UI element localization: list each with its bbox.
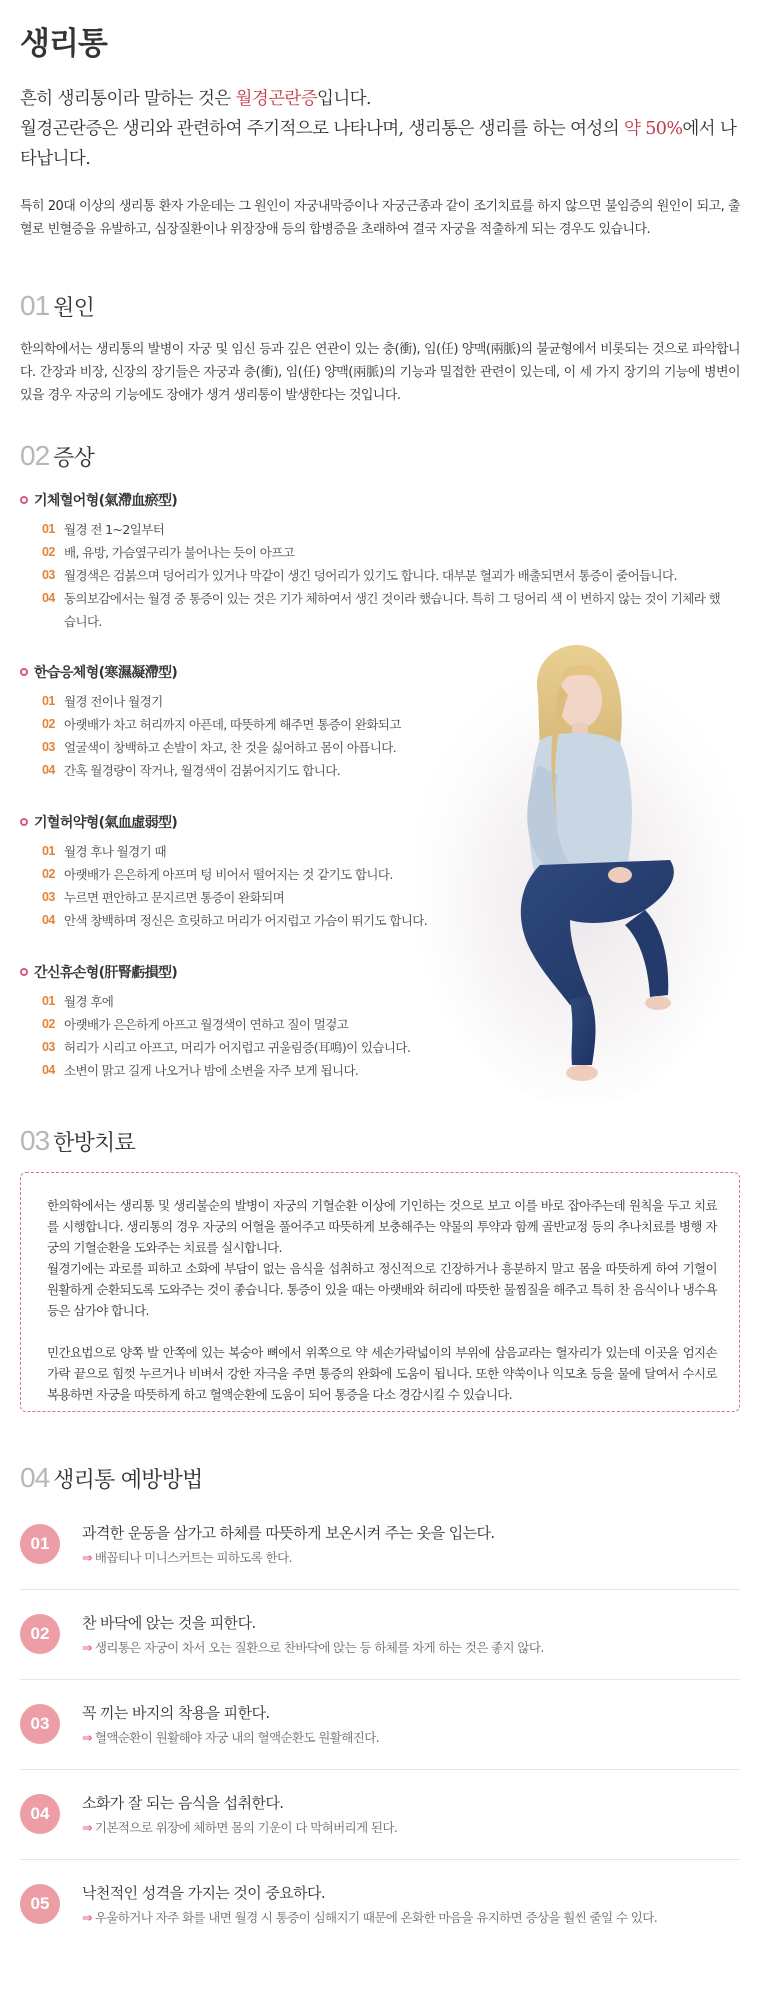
double-arrow-icon: ⇒ [82, 1550, 92, 1565]
list-item: 02 아랫배가 차고 허리까지 아픈데, 따뜻하게 해주면 통증이 완화되고 [42, 717, 401, 732]
prevention-note: ⇒ 생리통은 자궁이 차서 오는 질환으로 찬바닥에 앉는 등 하체를 차게 하는 것은 좋지 않다. [82, 1640, 544, 1655]
circle-bullet-icon [20, 496, 28, 504]
prevention-note: ⇒ 기본적으로 위장에 체하면 몸의 기운이 다 막혀버리게 된다. [82, 1820, 398, 1835]
intro-lead [20, 84, 740, 174]
prevention-note: ⇒ 배꼽티나 미니스커트는 피하도록 한다. [82, 1550, 292, 1565]
symptom-type-title: 기체혈어형(氣滯血瘀型) [34, 493, 178, 509]
symptom-type-title: 기혈허약형(氣血虛弱型) [34, 815, 178, 831]
intro-highlight-term: 월경곤란증 [235, 89, 318, 109]
treatment-paragraph-3: 민간요법으로 양쪽 발 안쪽에 있는 복숭아 뼈에서 위쪽으로 약 세손가락넓이의 부위에 삼음교라는 혈자리가 있는데 이곳을 엄지손가락 끝으로 힘껏 누르거나 비벼서 강한 자극을 주면 통증의 완화에 도움이 됩니다. 또한 약쑥이나 익모초 등을 물에 달여서 수시로 복용하면 자궁을 따뜻하게 하고 혈액순환에 도움이 되어 통증을 다소 경감시킬 수 있습니다. [47, 1345, 717, 1402]
circle-bullet-icon [20, 818, 28, 826]
double-arrow-icon: ⇒ [82, 1820, 92, 1835]
step-number-badge: 02 [20, 1614, 60, 1654]
section-symptoms-heading [20, 440, 94, 472]
list-item: 02 아랫배가 은은하게 아프며 텅 비어서 떨어지는 것 같기도 합니다. [42, 867, 393, 882]
prevention-title: 꼭 끼는 바지의 착용을 피한다. [82, 1704, 270, 1722]
page-title: 생리통 [20, 26, 107, 62]
list-item: 01 월경 전이나 월경기 [42, 694, 163, 709]
symptom-list [20, 840, 740, 932]
prevention-item-2 [20, 1590, 740, 1680]
step-number-badge: 04 [20, 1794, 60, 1834]
list-item: 01 월경 후나 월경기 때 [42, 844, 166, 859]
symptom-type-title: 한습응체형(寒濕凝滯型) [34, 665, 178, 681]
list-item: 03 허리가 시리고 아프고, 머리가 어지럽고 귀울림증(耳鳴)이 있습니다. [42, 1040, 411, 1055]
prevention-title: 찬 바닥에 앉는 것을 피한다. [82, 1614, 256, 1632]
prevention-item-4 [20, 1770, 740, 1860]
symptom-type-3 [20, 812, 740, 932]
treatment-box [20, 1172, 740, 1412]
list-item: 03 누르면 편안하고 문지르면 통증이 완화되며 [42, 890, 285, 905]
prevention-note: ⇒ 우울하거나 자주 화를 내면 월경 시 통증이 심해지기 때문에 온화한 마음을 유지하면 증상을 훨씬 줄일 수 있다. [82, 1910, 658, 1925]
prevention-item-3 [20, 1680, 740, 1770]
symptoms-area [20, 490, 740, 1090]
symptom-type-title: 간신휴손형(肝腎虧損型) [34, 965, 178, 981]
list-item: 02 배, 유방, 가슴옆구리가 불어나는 듯이 아프고 [42, 545, 295, 560]
step-number-badge: 01 [20, 1524, 60, 1564]
list-item: 04 간혹 월경량이 작거나, 월경색이 검붉어지기도 합니다. [42, 763, 341, 778]
section-number: 02 [20, 440, 50, 471]
list-item: 04 소변이 맑고 길게 나오거나 밤에 소변을 자주 보게 됩니다. [42, 1063, 359, 1078]
intro-paragraph: 특히 20대 이상의 생리통 환자 가운데는 그 원인이 자궁내막증이나 자궁근종과 같이 조기치료를 하지 않으면 불임증의 원인이 되고, 출혈로 빈혈증을 유발하고, 심장질환이나 위장장애 등의 합병증을 초래하여 결국 자궁을 적출하게 되는 경우도 있습니다. [20, 199, 740, 237]
prevention-title: 과격한 운동을 삼가고 하체를 따뜻하게 보온시켜 주는 옷을 입는다. [82, 1524, 495, 1542]
double-arrow-icon: ⇒ [82, 1730, 92, 1745]
symptom-type-2 [20, 662, 740, 782]
double-arrow-icon: ⇒ [82, 1910, 92, 1925]
section-title: 생리통 예방방법 [53, 1468, 203, 1493]
section-cause-heading [20, 290, 94, 322]
step-number-badge: 03 [20, 1704, 60, 1744]
list-item: 01 월경 후에 [42, 994, 114, 1009]
list-item: 03 월경색은 검붉으며 덩어리가 있거나 막같이 생긴 덩어리가 있기도 합니다. 대부분 혈괴가 배출되면서 통증이 줄어듭니다. [42, 568, 677, 583]
prevention-item-1 [20, 1500, 740, 1590]
section-number: 03 [20, 1125, 50, 1156]
double-arrow-icon: ⇒ [82, 1640, 92, 1655]
treatment-paragraph-1: 한의학에서는 생리통 및 생리불순의 발병이 자궁의 기혈순환 이상에 기인하는 것으로 보고 이를 바로 잡아주는데 원칙을 두고 치료를 시행합니다. 생리통의 경우 자궁의 어혈을 풀어주고 따뜻하게 보충해주는 약물의 투약과 함께 골반교정 등의 추나치료를 병행 자궁의 기혈순환을 도와주는 치료를 실시합니다. [47, 1198, 717, 1255]
intro-line-2: 월경곤란증은 생리와 관련하여 주기적으로 나타나며, 생리통은 생리를 하는 여성의 약 50%에서 나타납니다. [20, 119, 737, 169]
symptom-type-4 [20, 962, 740, 1082]
symptom-list [20, 690, 740, 782]
section-treatment-heading [20, 1125, 135, 1157]
intro-line-1: 흔히 생리통이라 말하는 것은 월경곤란증입니다. [20, 89, 371, 109]
symptom-list [20, 518, 740, 633]
section-title: 원인 [53, 296, 95, 321]
list-item: 03 얼굴색이 창백하고 손발이 차고, 찬 것을 싫어하고 몸이 아픕니다. [42, 740, 397, 755]
section-prevention-heading [20, 1462, 203, 1494]
prevention-title: 소화가 잘 되는 음식을 섭취한다. [82, 1794, 284, 1812]
section-title: 한방치료 [53, 1131, 135, 1156]
prevention-title: 낙천적인 성격을 가지는 것이 중요하다. [82, 1884, 326, 1902]
cause-paragraph: 한의학에서는 생리통의 발병이 자궁 및 임신 등과 깊은 연관이 있는 충(衝), 임(任) 양맥(兩脈)의 불균형에서 비롯되는 것으로 파악합니다. 간장과 비장, 신장의 장기들은 자궁과 충(衝), 임(任) 양맥(兩脈)의 기능과 밀접한 관련이 있는데, 이 세 가지 장기의 기능에 병변이 있을 경우 자궁의 기능에도 장애가 생겨 생리통이 발생한다는 것입니다. [20, 342, 740, 403]
step-number-badge: 05 [20, 1884, 60, 1924]
prevention-note: ⇒ 혈액순환이 원활해야 자궁 내의 혈액순환도 원활해진다. [82, 1730, 380, 1745]
circle-bullet-icon [20, 968, 28, 976]
prevention-item-5 [20, 1860, 740, 1950]
section-number: 01 [20, 290, 50, 321]
list-item: 04 동의보감에서는 월경 중 통증이 있는 것은 기가 체하여서 생긴 것이라 했습니다. 특히 그 덩어리 색 이 변하지 않는 것이 기체라 했습니다. [42, 591, 721, 629]
section-number: 04 [20, 1462, 50, 1493]
section-title: 증상 [53, 446, 95, 471]
list-item: 04 안색 창백하며 정신은 흐릿하고 머리가 어지럽고 가슴이 뛰기도 합니다. [42, 913, 428, 928]
circle-bullet-icon [20, 668, 28, 676]
treatment-paragraph-2: 월경기에는 과로를 피하고 소화에 부담이 없는 음식을 섭취하고 정신적으로 긴장하거나 흥분하지 말고 몸을 따뜻하게 하여 기혈이 원활하게 순환되도록 도와주는 것이 좋습니다. 통증이 있을 때는 아랫배와 허리에 따뜻한 물찜질을 해주고 특히 찬 음식이나 냉수욕 등은 삼가야 합니다. [47, 1261, 717, 1318]
symptom-type-1 [20, 490, 740, 633]
symptom-list [20, 990, 740, 1082]
list-item: 01 월경 전 1~2일부터 [42, 522, 165, 537]
list-item: 02 아랫배가 은은하게 아프고 월경색이 연하고 질이 멀겋고 [42, 1017, 349, 1032]
intro-highlight-percent: 약 50% [624, 119, 683, 139]
